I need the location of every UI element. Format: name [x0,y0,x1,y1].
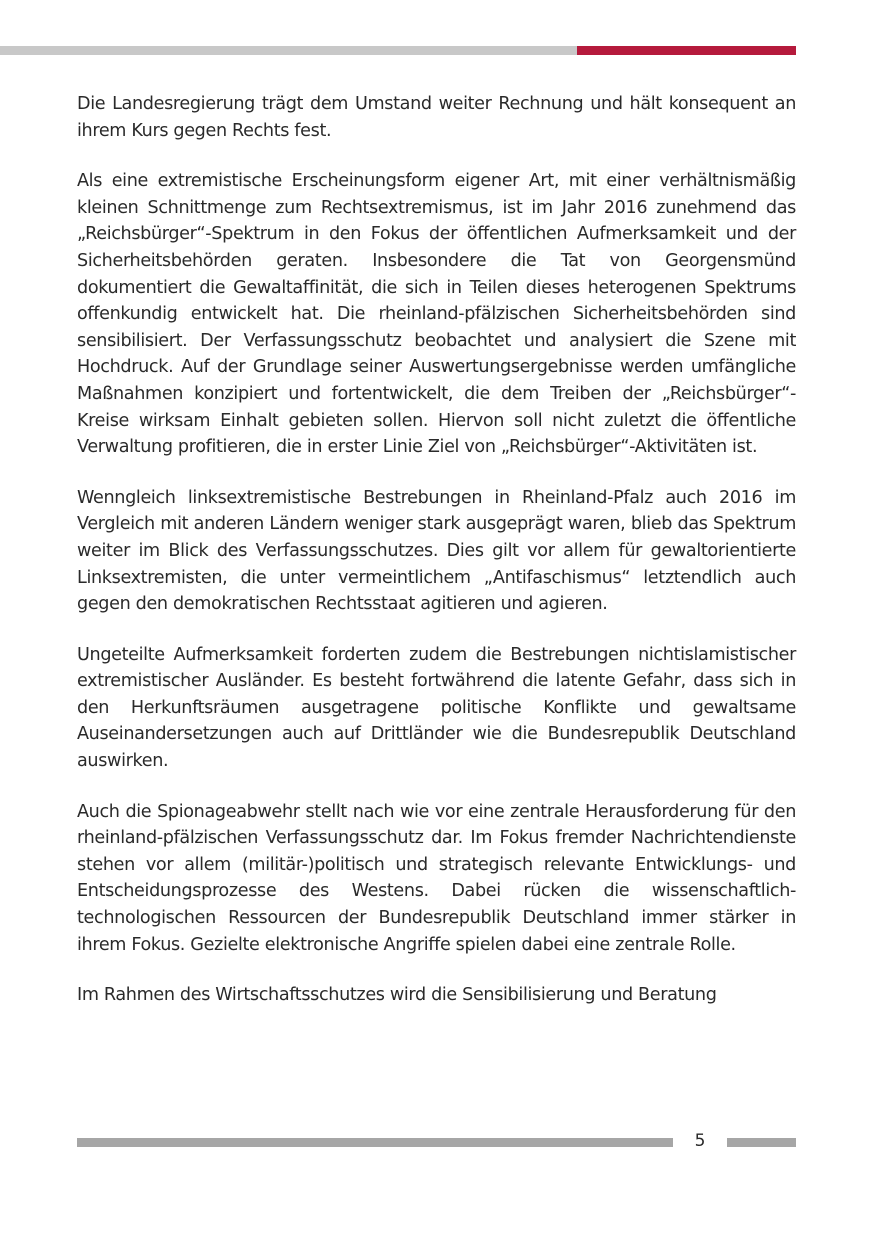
paragraph-2: Als eine extremistische Erscheinungsform eigener Art, mit einer verhältnismäßig kleinen Schnittmenge zum Rechtsextremismus, ist im Jahr 2016 zunehmend das „Reichsbürger“-Spektrum in den Fokus der öffentlichen Aufmerksamkeit und der Sicherheitsbehörden geraten. Insbesondere die Tat von Georgensmünd dokumentiert die Gewaltaffinität, die sich in Teilen dieses heterogenen Spektrums offenkundig entwickelt hat. Die rheinland-pfälzischen Sicherheitsbehörden sind sensibilisiert. Der Verfassungsschutz beobachtet und analysiert die Szene mit Hochdruck. Auf der Grundlage seiner Auswertungsergebnisse werden umfängliche Maßnahmen konzipiert und fortentwickelt, die dem Treiben der „Reichsbürger“-Kreise wirksam Einhalt gebieten sollen. Hiervon soll nicht zuletzt die öffentliche Verwaltung profitieren, die in erster Linie Ziel von „Reichsbürger“-Aktivitäten ist. [77,171,796,458]
paragraph-6: Im Rahmen des Wirtschaftsschutzes wird die Sensibilisierung und Beratung [77,985,717,1006]
paragraph-4: Ungeteilte Aufmerksamkeit forderten zudem die Bestrebungen nichtislamistischer extremistischer Ausländer. Es besteht fortwährend die latente Gefahr, dass sich in den Herkunftsräumen ausgetragene politische Konflikte und gewaltsame Auseinandersetzungen auch auf Drittländer wie die Bundesrepublik Deutschland auswirken. [77,644,796,772]
header-rule-gray [0,46,577,55]
paragraph-3: Wenngleich linksextremistische Bestrebungen in Rheinland-Pfalz auch 2016 im Vergleich mit anderen Ländern weniger stark ausgeprägt waren, blieb das Spektrum weiter im Blick des Verfassungsschutzes. Dies gilt vor allem für gewaltorientierte Linksextremisten, die unter vermeintlichem „Antifaschismus“ letztendlich auch gegen den demokratischen Rechtsstaat agitieren und agieren. [77,487,796,615]
paragraph-1: Die Landesregierung trägt dem Umstand weiter Rechnung und hält konsequent an ihrem Kurs gegen Rechts fest. [77,94,796,141]
page-body [77,91,796,1009]
page-number: 5 [694,1131,706,1151]
header-rule-accent [577,46,796,55]
footer-rule-left [77,1138,673,1147]
paragraph-5: Auch die Spionageabwehr stellt nach wie vor eine zentrale Herausforderung für den rheinland-pfälzischen Verfassungsschutz dar. Im Fokus fremder Nachrichtendienste stehen vor allem (militär-)politisch und strategisch relevante Entwicklungs- und Entscheidungsprozesse des Westens. Dabei rücken die wissenschaftlich-technologischen Ressourcen der Bundesrepublik Deutschland immer stärker in ihrem Fokus. Gezielte elektronische Angriffe spielen dabei eine zentrale Rolle. [77,801,796,955]
footer-rule-right [727,1138,796,1147]
